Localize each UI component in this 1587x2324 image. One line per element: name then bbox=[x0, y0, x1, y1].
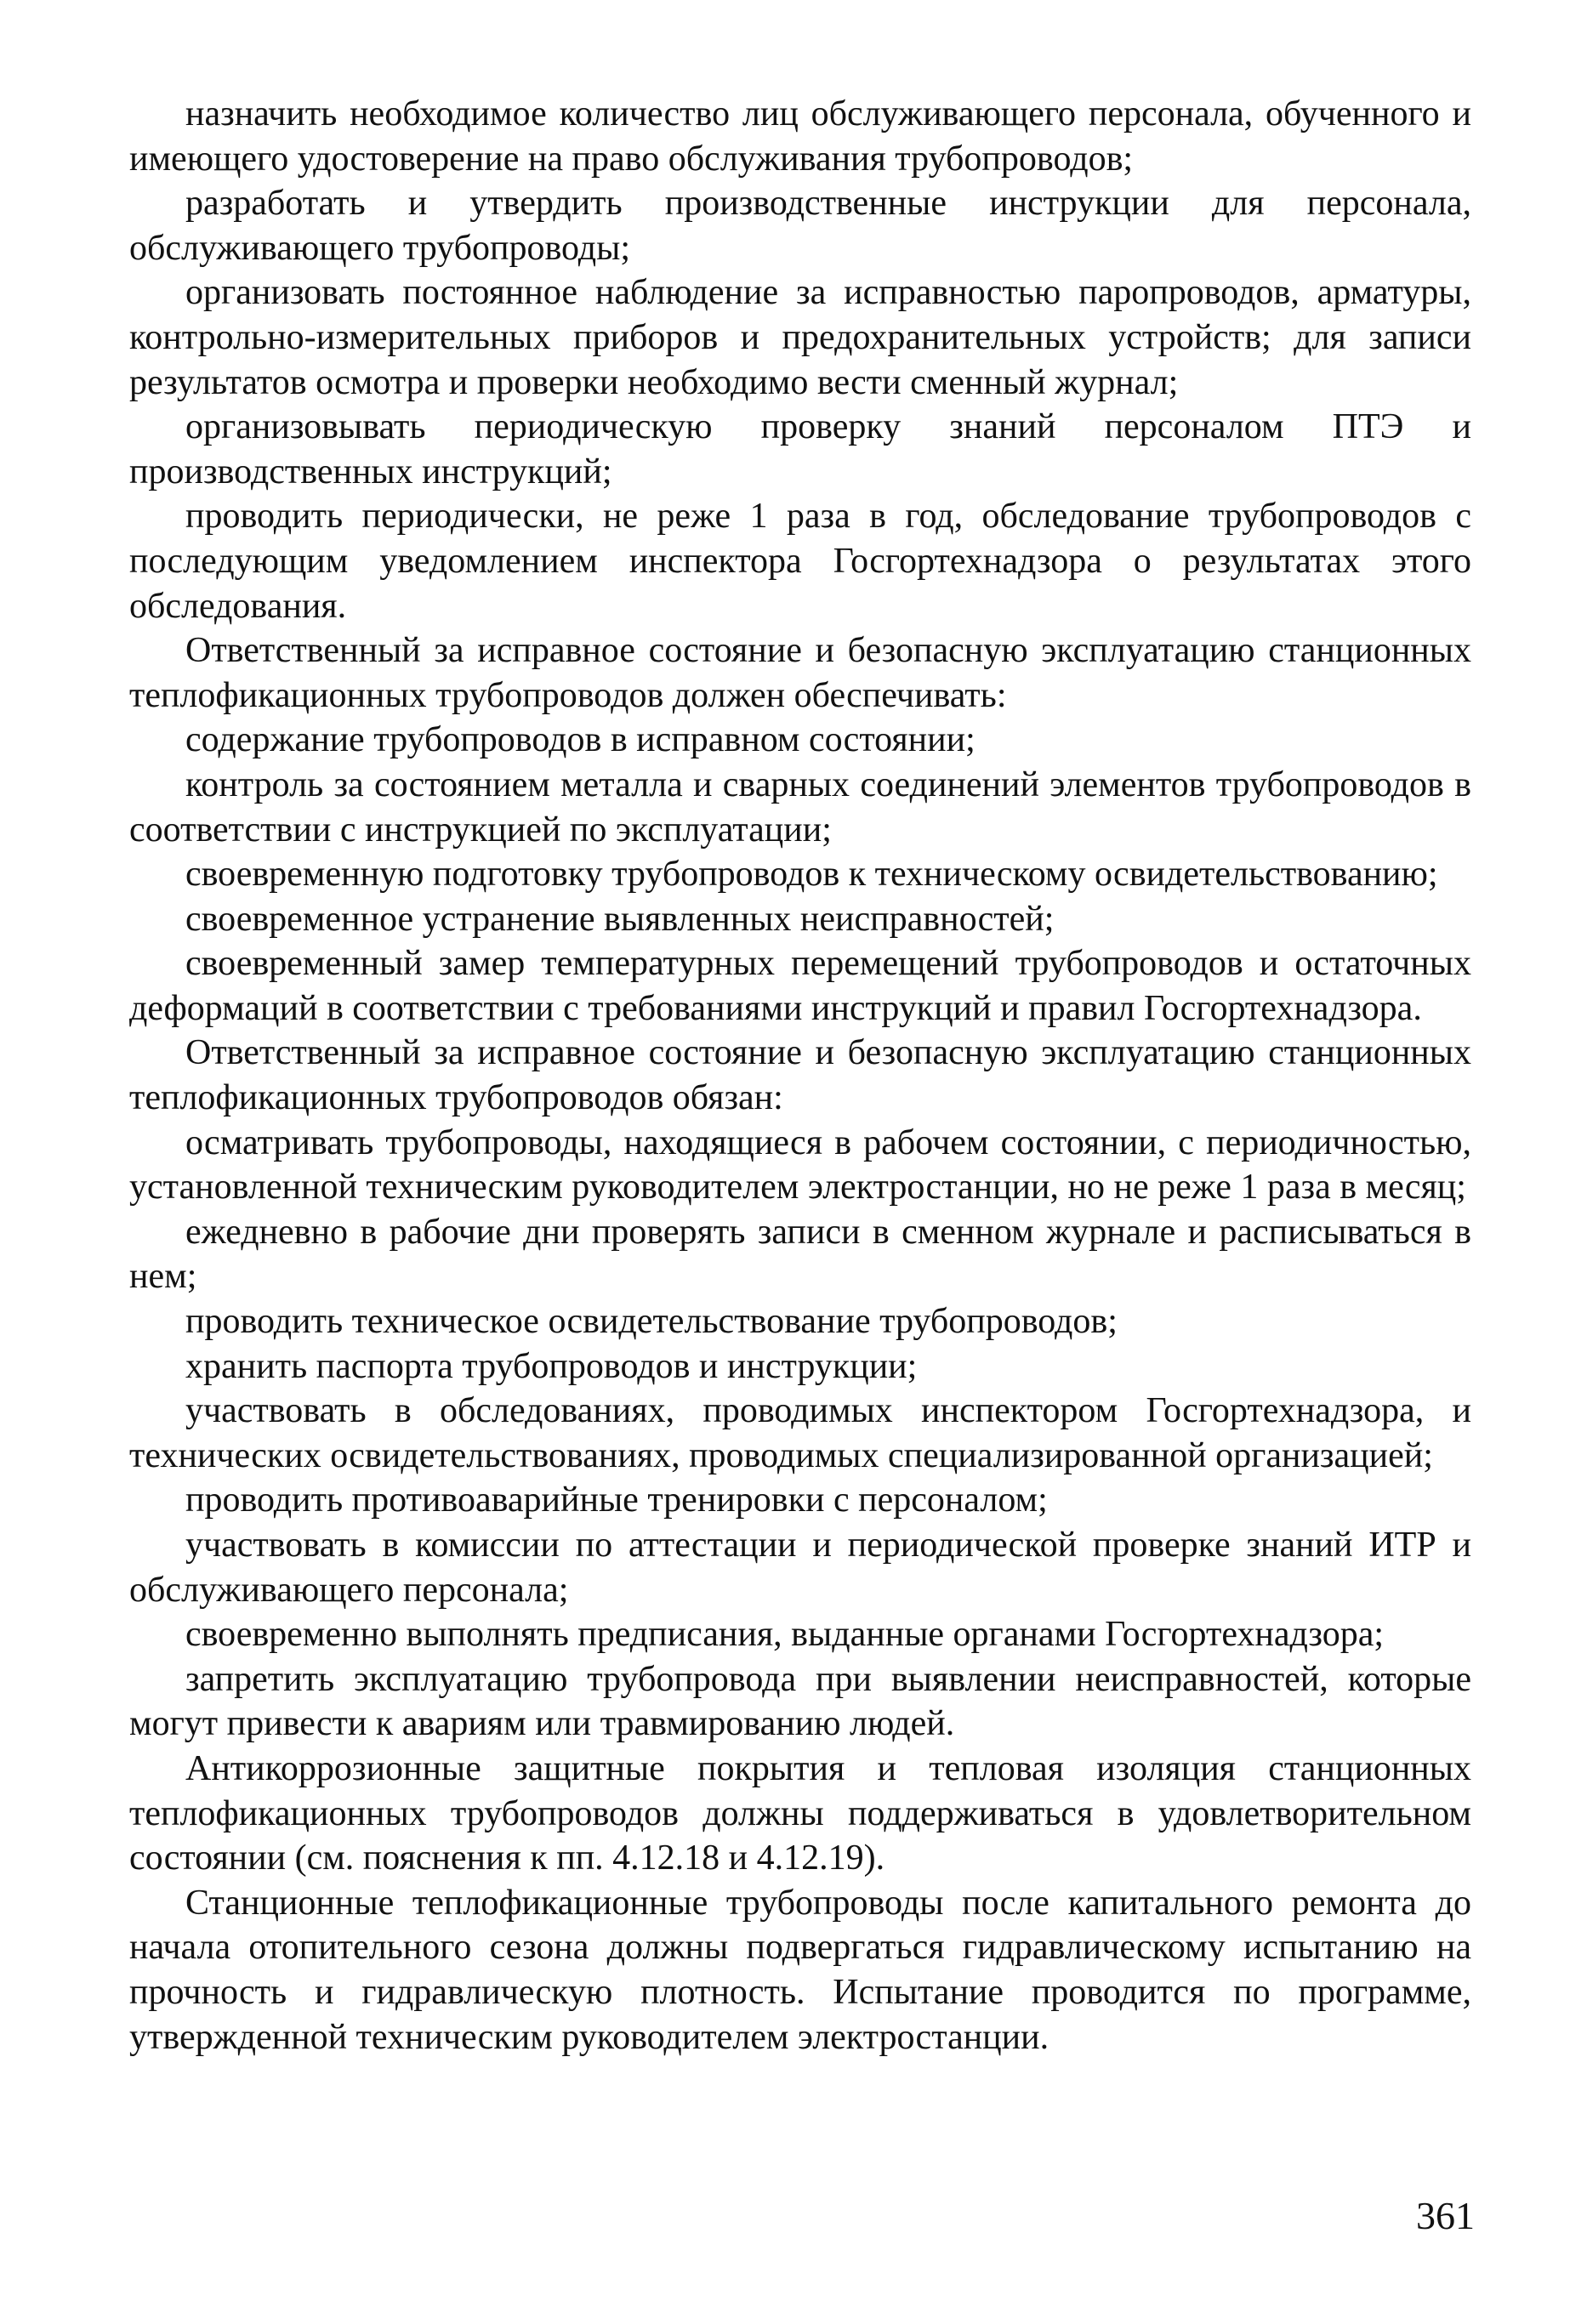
paragraph: назначить необходимое количество лиц обслуживающего персонала, обученного и имеющего удостоверение на право обслуживания трубопроводов; bbox=[129, 94, 1471, 179]
paragraph: своевременно выполнять предписания, выданные органами Госгортехнадзора; bbox=[185, 1615, 1385, 1655]
paragraph: проводить противоаварийные тренировки с персоналом; bbox=[185, 1480, 1048, 1520]
paragraph: организовать постоянное наблюдение за исправностью паропроводов, арматуры, контрольно-измерительных приборов и предохранительных устройств; для записи результатов осмотра и проверки необходимо вести сменный журнал; bbox=[129, 273, 1471, 402]
paragraph: своевременное устранение выявленных неисправностей; bbox=[185, 899, 1055, 939]
paragraph: Ответственный за исправное состояние и безопасную эксплуатацию станционных теплофикационных трубопроводов должен обеспечивать: bbox=[129, 631, 1471, 715]
paragraph: запретить эксплуатацию трубопровода при выявлении неисправностей, которые могут привести к авариям или травмированию людей. bbox=[129, 1659, 1471, 1744]
paragraph: Антикоррозионные защитные покрытия и тепловая изоляция станционных теплофикационных трубопроводов должны поддерживаться в удовлетворительном состоянии (см. пояснения к пп. 4.12.18 и 4.12.19). bbox=[129, 1748, 1471, 1878]
paragraph: ежедневно в рабочие дни проверять записи в сменном журнале и расписываться в нем; bbox=[129, 1212, 1471, 1297]
paragraph: проводить периодически, не реже 1 раза в год, обследование трубопроводов с последующим уведомлением инспектора Госгортехнадзора о результатах этого обследования. bbox=[129, 497, 1471, 626]
body-text bbox=[129, 92, 1471, 2060]
paragraph: своевременную подготовку трубопроводов к техническому освидетельствованию; bbox=[185, 855, 1438, 895]
paragraph: Ответственный за исправное состояние и безопасную эксплуатацию станционных теплофикационных трубопроводов обязан: bbox=[129, 1033, 1471, 1118]
paragraph: проводить техническое освидетельствование трубопроводов; bbox=[185, 1302, 1118, 1342]
paragraph: содержание трубопроводов в исправном состоянии; bbox=[185, 720, 976, 760]
page-number: 361 bbox=[1416, 2194, 1475, 2237]
paragraph: участвовать в комиссии по аттестации и периодической проверке знаний ИТР и обслуживающего персонала; bbox=[129, 1526, 1471, 1610]
paragraph: своевременный замер температурных перемещений трубопроводов и остаточных деформаций в соответствии с требованиями инструкций и правил Госгортехнадзора. bbox=[129, 944, 1471, 1028]
paragraph: организовывать периодическую проверку знаний персоналом ПТЭ и производственных инструкций; bbox=[129, 407, 1471, 492]
paragraph: хранить паспорта трубопроводов и инструкции; bbox=[185, 1346, 918, 1386]
paragraph: контроль за состоянием металла и сварных соединений элементов трубопроводов в соответствии с инструкцией по эксплуатации; bbox=[129, 764, 1471, 849]
paragraph: Станционные теплофикационные трубопроводы после капитального ремонта до начала отопительного сезона должны подвергаться гидравлическому испытанию на прочность и гидравлическую плотность. Испытание проводится по программе, утвержденной техническим руководителем электростанции. bbox=[129, 1883, 1471, 2057]
paragraph: участвовать в обследованиях, проводимых инспектором Госгортехнадзора, и технических освидетельствованиях, проводимых специализированной организацией; bbox=[129, 1391, 1471, 1475]
paragraph: разработать и утвердить производственные инструкции для персонала, обслуживающего трубопроводы; bbox=[129, 184, 1471, 268]
paragraph: осматривать трубопроводы, находящиеся в рабочем состоянии, с периодичностью, установленной техническим руководителем электростанции, но не реже 1 раза в месяц; bbox=[129, 1122, 1471, 1207]
